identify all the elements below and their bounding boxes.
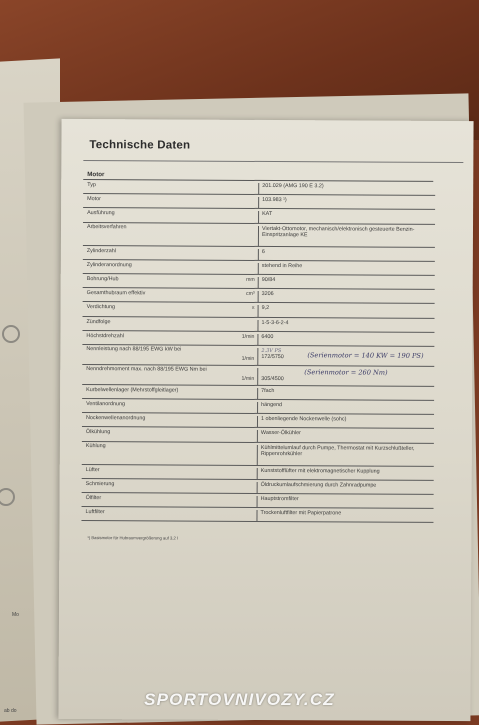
row-label: Lüfter bbox=[86, 467, 251, 475]
row-unit: 1/min bbox=[200, 333, 254, 339]
title-divider bbox=[83, 160, 463, 163]
row-unit: 1/min bbox=[200, 356, 254, 362]
row-value: Viertakt-Ottomotor, mechanisch/elektronisch gesteuerte Benzin-Einspritzanlage KE bbox=[258, 226, 439, 247]
row-value: Wasser-Ölkühler bbox=[257, 430, 438, 442]
row-label: Luftfilter bbox=[85, 509, 250, 517]
row-value: 1-5-3-6-2-4 bbox=[257, 319, 438, 331]
row-label: Kurbelwellenlager (Mehrstoffgleitlager) bbox=[86, 387, 251, 395]
row-value: 6400 bbox=[257, 334, 438, 346]
row-value: 7fach bbox=[257, 388, 438, 400]
row-label: Gesamthubraum effektiv bbox=[87, 290, 252, 298]
row-label: Ventilanordnung bbox=[86, 401, 251, 409]
row-label: Zylinderanordnung bbox=[87, 262, 252, 270]
row-label: Nockenwellenanordnung bbox=[86, 415, 251, 423]
row-value: Trockenluftfilter mit Papierpatrone bbox=[256, 510, 437, 522]
row-value: 3206 bbox=[258, 291, 439, 303]
row-value: 6 bbox=[258, 249, 439, 261]
row-value: 9,2 bbox=[258, 305, 439, 317]
row-value: Öldruckumlaufschmierung durch Zahnradpumpe bbox=[257, 482, 438, 494]
watermark: SPORTOVNIVOZY.CZ bbox=[0, 690, 479, 710]
row-unit: mm bbox=[201, 277, 255, 283]
row-value: Kühlmittelumlauf durch Pumpe, Thermostat mit Kurzschlußteller, Rippenrohrkühler bbox=[257, 445, 438, 466]
row-value-text: 172/5750 bbox=[261, 354, 284, 360]
row-value: 1 obenliegende Nockenwelle (sohc) bbox=[257, 416, 438, 428]
table-row bbox=[82, 442, 434, 467]
row-value: stehend in Reihe bbox=[258, 263, 439, 275]
side-text-bottom: ab do bbox=[4, 708, 17, 714]
row-unit: cm³ bbox=[201, 291, 255, 297]
table-row bbox=[81, 507, 433, 523]
row-value: Kunststofflüfter mit elektromagnetischer Kupplung bbox=[257, 468, 438, 480]
handwritten-power-note: (Serienmotor = 140 KW = 190 PS) bbox=[307, 351, 423, 360]
row-value-text: 305/4500 bbox=[261, 376, 438, 383]
row-label: Arbeitsverfahren bbox=[87, 224, 252, 232]
row-label: Bohrung/Hub bbox=[87, 276, 252, 284]
row-value: hängend bbox=[257, 402, 438, 414]
row-label: Schmierung bbox=[86, 481, 251, 489]
row-label: Nenndrehmoment max. nach 88/195 EWG Nm bei bbox=[86, 366, 251, 374]
row-label: Höchstdrehzahl bbox=[86, 333, 251, 341]
row-label: Kühlung bbox=[86, 443, 251, 451]
row-label: Zylinderzahl bbox=[87, 248, 252, 256]
row-label: Ausführung bbox=[87, 210, 252, 218]
page-title: Technische Daten bbox=[89, 139, 190, 152]
row-value: 90/84 bbox=[258, 277, 439, 289]
row-value: Hauptstromfilter bbox=[257, 496, 438, 508]
footnote: ¹) Basismotor für Hubraumvergrößerung auf 3,2 l bbox=[87, 535, 178, 540]
row-label: Ölfilter bbox=[86, 495, 251, 503]
row-label: Zündfolge bbox=[86, 319, 251, 327]
row-label: Motor bbox=[87, 196, 252, 204]
handwritten-torque-note: (Serienmotor = 260 Nm) bbox=[304, 368, 387, 376]
row-unit: 1/min bbox=[200, 376, 254, 382]
side-text-mid: Mo bbox=[12, 612, 19, 618]
spec-table bbox=[81, 180, 435, 523]
row-value: 103.983 ¹) bbox=[258, 197, 439, 209]
row-label: Nennleistung nach 88/195 EWG kW bei bbox=[86, 346, 251, 354]
row-label: Typ bbox=[87, 182, 252, 190]
row-unit: ε bbox=[201, 305, 255, 311]
handwritten-power-small: 2.3V PS bbox=[261, 348, 438, 355]
document-page bbox=[58, 119, 473, 721]
table-row bbox=[82, 345, 434, 367]
binder-ring-icon bbox=[2, 325, 20, 343]
row-label: Verdichtung bbox=[87, 304, 252, 312]
row-value: KAT bbox=[258, 211, 439, 223]
table-row bbox=[83, 223, 435, 248]
row-value: 201.029 (AMG 190 E 3.2) bbox=[258, 183, 439, 195]
row-label: Ölkühlung bbox=[86, 429, 251, 437]
table-row bbox=[82, 365, 434, 387]
section-heading: Motor bbox=[87, 171, 104, 178]
